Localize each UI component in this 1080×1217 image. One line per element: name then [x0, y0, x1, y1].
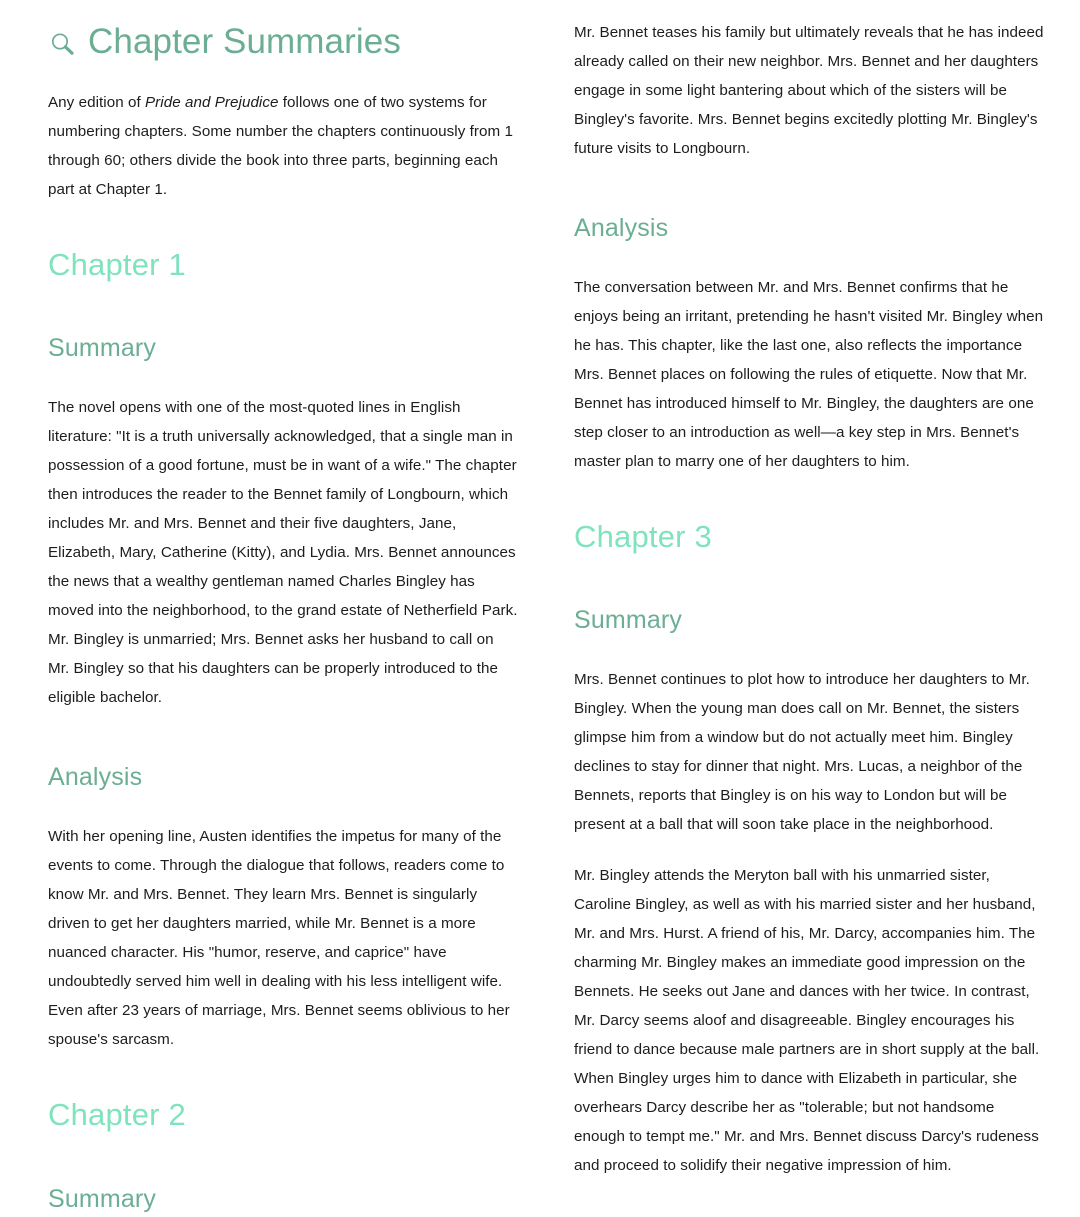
chapter-3-summary-paragraph-2: Mr. Bingley attends the Meryton ball with his unmarried sister, Caroline Bingley, as well as with his married sister and her husband, Mr. and Mrs. Hurst. A friend of his, Mr. Darcy, accompanies him. The charming Mr. Bingley makes an immediate good impression on the Bennets. He seeks out Jane and dances with her twice. In contrast, Mr. Darcy seems aloof and disagreeable. Bingley encourages his friend to dance because male partners are in short supply at the ball. When Bingley urges him to dance with Elizabeth in particular, she overhears Darcy describe her as "tolerable; but not handsome enough to tempt me." Mr. and Mrs. Bennet discuss Darcy's rudeness and proceed to solidify their negative impression of him. [574, 867, 1040, 1175]
chapter-3-summary-paragraph-1: Mrs. Bennet continues to plot how to introduce her daughters to Mr. Bingley. When the young man does call on Mr. Bennet, the sisters glimpse him from a window but do not actually meet him. Bingley declines to stay for dinner that night. Mrs. Lucas, a neighbor of the Bennets, reports that Bingley is on his way to London but will be present at a ball that will soon take place in the neighborhood. [574, 671, 1030, 834]
chapter-1-summary-paragraph: The novel opens with one of the most-quoted lines in English literature: "It is a truth universally acknowledged, that a single man in possession of a good fortune, must be in want of a wife." The chapter then introduces the reader to the Bennet family of Longbourn, which includes Mr. and Mrs. Bennet and their five daughters, Jane, Elizabeth, Mary, Catherine (Kitty), and Lydia. Mrs. Bennet announces the news that a wealthy gentleman named Charles Bingley has moved into the neighborhood, to the grand estate of Netherfield Park. Mr. Bingley is unmarried; Mrs. Bennet asks her husband to call on Mr. Bingley so that his daughters can be properly introduced to the eligible bachelor. [48, 399, 518, 707]
book-title-italic: Pride and Prejudice [145, 94, 279, 112]
chapter-heading-3: Chapter 3 [574, 519, 712, 554]
intro-text-before: Any edition of [48, 94, 145, 112]
chapter-block-3 [574, 518, 1044, 1180]
analysis-heading-1: Analysis [48, 763, 143, 792]
summary-heading-2: Summary [48, 1184, 157, 1213]
chapter-heading-2: Chapter 2 [48, 1097, 186, 1133]
summary-heading-3: Summary [574, 606, 683, 635]
two-column-flow [48, 18, 1044, 1217]
summary-heading-1: Summary [48, 334, 157, 363]
page-title-text: Chapter Summaries [88, 22, 401, 61]
chapter-2-summary-paragraph: Mr. Bennet teases his family but ultimately reveals that he has indeed already called on their new neighbor. Mrs. Bennet and her daughters engage in some light bantering about which of the sisters will be Bingley's favorite. Mrs. Bennet begins excitedly plotting Mr. Bingley's future visits to Longbourn. [574, 24, 1044, 157]
chapter-heading-1: Chapter 1 [48, 247, 186, 283]
chapter-1-analysis-paragraph: With her opening line, Austen identifies the impetus for many of the events to come. Through the dialogue that follows, readers come to know Mr. and Mrs. Bennet. They learn Mrs. Bennet is singularly driven to get her daughters married, while Mr. Bennet is a more nuanced character. His "humor, reserve, and caprice" have undoubtedly served him well in dealing with his less intelligent wife. Even after 23 years of marriage, Mrs. Bennet seems oblivious to her spouse's sarcasm. [48, 828, 510, 1049]
chapter-2-analysis-paragraph: The conversation between Mr. and Mrs. Bennet confirms that he enjoys being an irritant, pretending he hasn't visited Mr. Bingley when he has. This chapter, like the last one, also reflects the importance Mrs. Bennet places on following the rules of etiquette. Now that Mr. Bennet has introduced himself to Mr. Bingley, the daughters are one step closer to an introduction as well—a key step in Mrs. Bennet's master plan to marry one of her daughters to him. [574, 279, 1044, 470]
intro-paragraph [48, 88, 518, 204]
analysis-heading-2: Analysis [574, 214, 669, 242]
intro-text-after: follows one of two systems for numbering chapters. Some number the chapters continuously from 1 through 60; others divide the book into three parts, beginning each part at Chapter 1. [48, 94, 513, 199]
chapter-block-1 [48, 246, 518, 1054]
magnifying-glass-icon [48, 30, 76, 58]
intro-block [48, 88, 518, 204]
page-title [48, 22, 518, 62]
